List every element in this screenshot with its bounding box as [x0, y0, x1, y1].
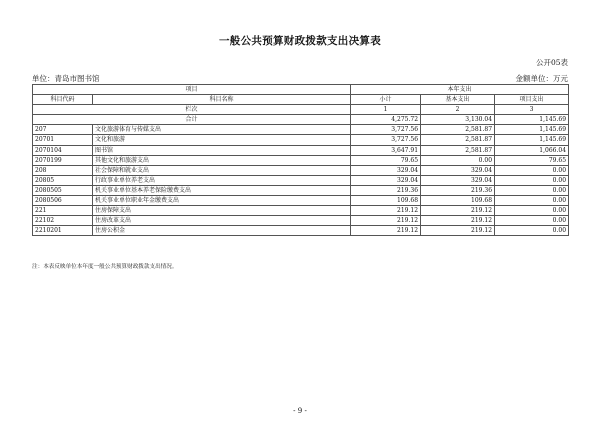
header-this-year: 本年支出: [351, 85, 569, 95]
row-project: 0.00: [495, 226, 569, 236]
total-subtotal: 4,275.72: [351, 115, 421, 125]
row-basic: 219.12: [421, 226, 495, 236]
row-project: 1,066.04: [495, 145, 569, 155]
row-subtotal: 3,647.91: [351, 145, 421, 155]
unit-label: 单位：青岛市图书馆: [32, 74, 100, 83]
row-name: 机关事业单位职业年金缴费支出: [93, 196, 351, 206]
row-project: 0.00: [495, 165, 569, 175]
table-row: [33, 216, 569, 226]
column-number-row: [33, 105, 569, 115]
row-subtotal: 3,727.56: [351, 135, 421, 145]
row-project: 0.00: [495, 196, 569, 206]
row-basic: 0.00: [421, 155, 495, 165]
page-title: 一般公共预算财政拨款支出决算表: [219, 35, 381, 47]
header-subtotal: 小计: [351, 95, 421, 105]
table-row: [33, 125, 569, 135]
row-basic: 2,581.87: [421, 135, 495, 145]
row-code: 20701: [33, 135, 93, 145]
row-project: 0.00: [495, 175, 569, 185]
row-code: 2070104: [33, 145, 93, 155]
row-name: 住房改革支出: [93, 216, 351, 226]
row-name: 行政事业单位养老支出: [93, 175, 351, 185]
column-number-3: 3: [495, 105, 569, 115]
table-row: [33, 185, 569, 195]
row-name: 社会保障和就业支出: [93, 165, 351, 175]
row-basic: 219.36: [421, 185, 495, 195]
row-name: 其他文化和旅游支出: [93, 155, 351, 165]
total-label: 合计: [33, 115, 351, 125]
row-code: 2210201: [33, 226, 93, 236]
table-row: [33, 196, 569, 206]
row-code: 22102: [33, 216, 93, 226]
row-basic: 2,581.87: [421, 145, 495, 155]
table-row: [33, 206, 569, 216]
table-note: 注：本表反映单位本年度一般公共预算财政拨款支出情况。: [32, 264, 178, 270]
table-row: [33, 135, 569, 145]
row-subtotal: 219.12: [351, 226, 421, 236]
row-name: 图书馆: [93, 145, 351, 155]
header-project-expenditure: 项目支出: [495, 95, 569, 105]
header-basic: 基本支出: [421, 95, 495, 105]
row-subtotal: 109.68: [351, 196, 421, 206]
row-code: 207: [33, 125, 93, 135]
header-project: 项目: [33, 85, 351, 95]
header-subject-name: 科目名称: [93, 95, 351, 105]
row-name: 住房公积金: [93, 226, 351, 236]
row-basic: 219.12: [421, 216, 495, 226]
header-row-1: [33, 85, 569, 95]
column-number-2: 2: [421, 105, 495, 115]
row-subtotal: 219.12: [351, 216, 421, 226]
row-project: 0.00: [495, 206, 569, 216]
row-basic: 2,581.87: [421, 125, 495, 135]
row-name: 文化旅游体育与传媒支出: [93, 125, 351, 135]
row-basic: 109.68: [421, 196, 495, 206]
header-row-2: [33, 95, 569, 105]
row-basic: 329.04: [421, 175, 495, 185]
column-number-label: 栏次: [33, 105, 351, 115]
row-subtotal: 3,727.56: [351, 125, 421, 135]
total-row: [33, 115, 569, 125]
row-code: 2070199: [33, 155, 93, 165]
row-subtotal: 219.36: [351, 185, 421, 195]
table-row: [33, 175, 569, 185]
row-name: 住房保障支出: [93, 206, 351, 216]
column-number-1: 1: [351, 105, 421, 115]
row-project: 0.00: [495, 216, 569, 226]
row-subtotal: 329.04: [351, 165, 421, 175]
row-basic: 329.04: [421, 165, 495, 175]
row-project: 1,145.69: [495, 135, 569, 145]
row-project: 1,145.69: [495, 125, 569, 135]
total-project: 1,145.69: [495, 115, 569, 125]
expenditure-table: [32, 84, 569, 236]
page-number: - 9 -: [293, 407, 307, 415]
row-subtotal: 329.04: [351, 175, 421, 185]
row-project: 0.00: [495, 185, 569, 195]
table-row: [33, 145, 569, 155]
row-code: 2080505: [33, 185, 93, 195]
row-code: 2080506: [33, 196, 93, 206]
row-name: 机关事业单位基本养老保险缴费支出: [93, 185, 351, 195]
amount-unit-label: 金额单位：万元: [515, 74, 568, 83]
table-row: [33, 165, 569, 175]
row-code: 20805: [33, 175, 93, 185]
total-basic: 3,130.04: [421, 115, 495, 125]
row-code: 208: [33, 165, 93, 175]
row-project: 79.65: [495, 155, 569, 165]
header-subject-code: 科目代码: [33, 95, 93, 105]
row-name: 文化和旅游: [93, 135, 351, 145]
row-subtotal: 219.12: [351, 206, 421, 216]
row-subtotal: 79.65: [351, 155, 421, 165]
table-row: [33, 226, 569, 236]
row-basic: 219.12: [421, 206, 495, 216]
table-row: [33, 155, 569, 165]
row-code: 221: [33, 206, 93, 216]
form-code: 公开05表: [535, 58, 568, 67]
